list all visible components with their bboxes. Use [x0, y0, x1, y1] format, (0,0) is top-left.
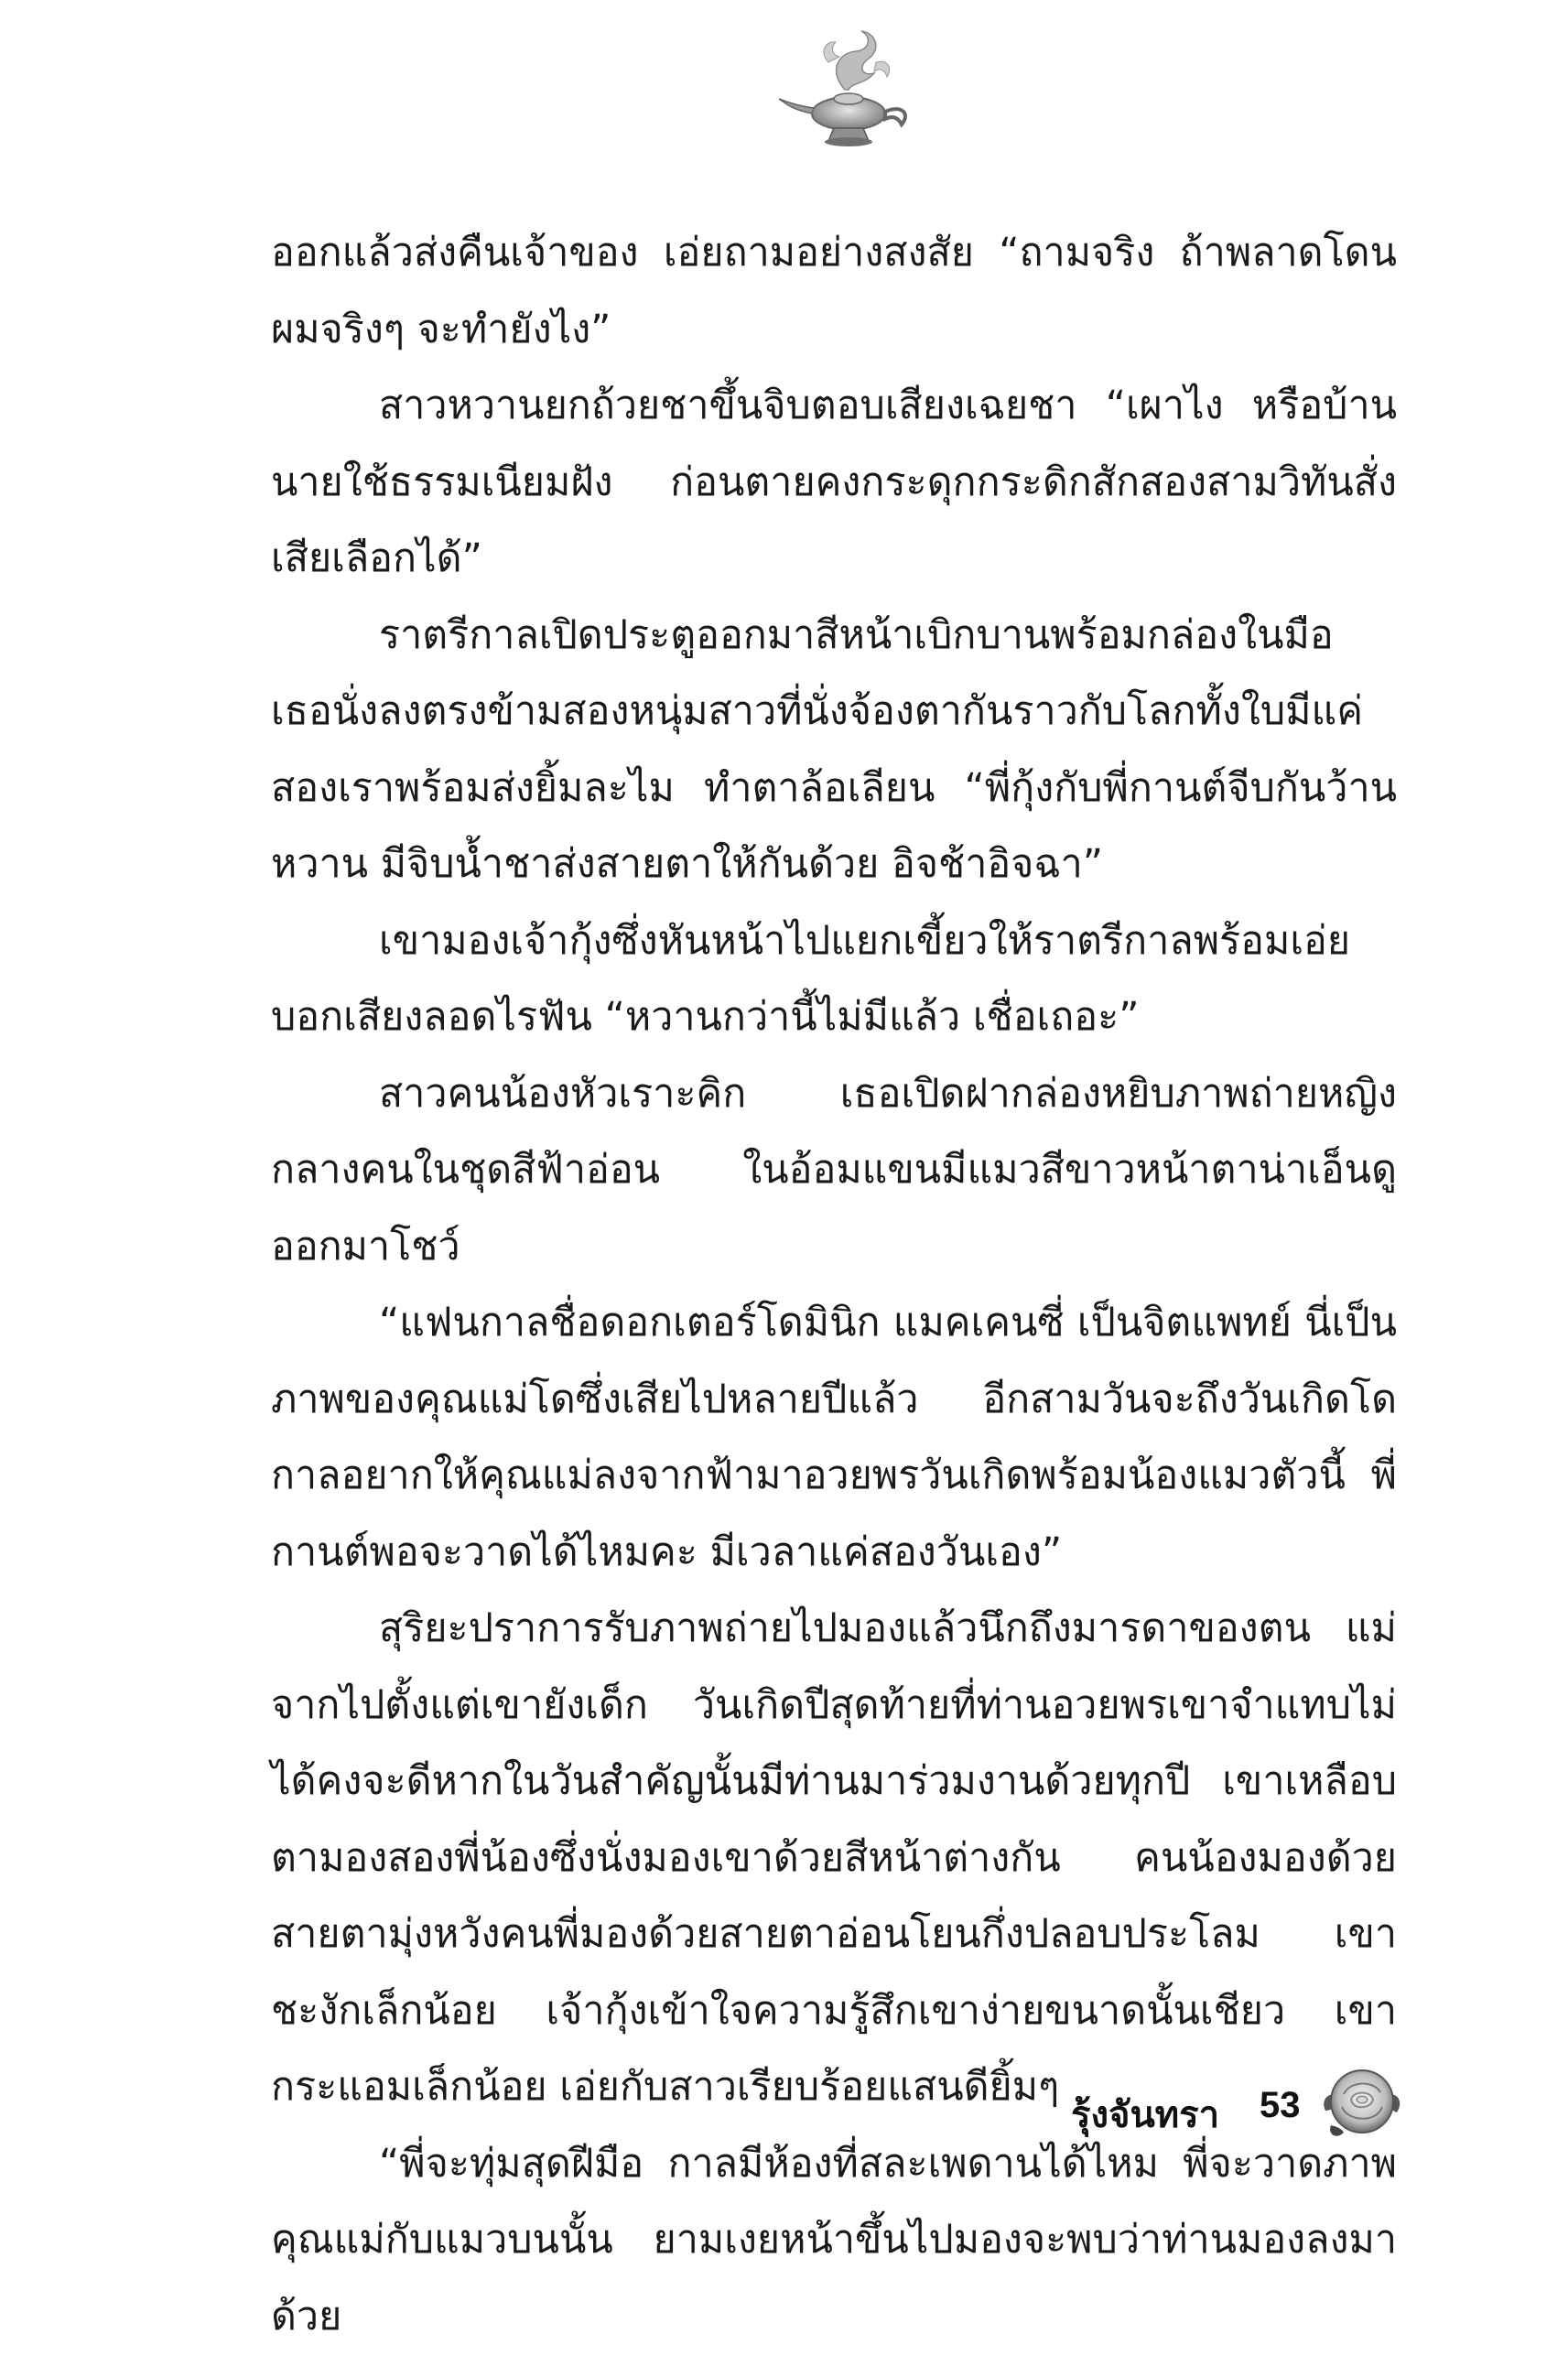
- body-text: [271, 215, 1397, 2355]
- page-number: 53: [1260, 2085, 1301, 2126]
- book-title: รุ้งจันทรา: [1071, 2085, 1219, 2144]
- paragraph: สาวคนน้องหัวเราะคิก เธอเปิดฝากล่องหยิบภาพถ่ายหญิงกลางคนในชุดสีฟ้าอ่อน ในอ้อมแขนมีแมวสีขาวหน้าตาน่าเอ็นดูออกมาโชว์: [271, 1056, 1397, 1286]
- paragraph: สาวหวานยกถ้วยชาขึ้นจิบตอบเสียงเฉยชา “เผาไง หรือบ้านนายใช้ธรรมเนียมฝัง ก่อนตายคงกระดุกกระดิกสักสองสามวิทันสั่งเสียเลือกได้”: [271, 368, 1397, 598]
- page-footer: [970, 2054, 1428, 2155]
- paragraph: ออกแล้วส่งคืนเจ้าของ เอ่ยถามอย่างสงสัย “ถามจริง ถ้าพลาดโดนผมจริงๆ จะทำยังไง”: [271, 215, 1397, 368]
- paragraph: “แฟนกาลชื่อดอกเตอร์โดมินิก แมคเคนซี่ เป็นจิตแพทย์ นี่เป็นภาพของคุณแม่โดซึ่งเสียไปหลายปีแล้ว อีกสามวันจะถึงวันเกิดโด กาลอยากให้คุณแม่ลงจากฟ้ามาอวยพรวันเกิดพร้อมน้องแมวตัวนี้ พี่กานต์พอจะวาดได้ไหมคะ มีเวลาแค่สองวันเอง”: [271, 1285, 1397, 1591]
- rose-icon: [1316, 2054, 1408, 2145]
- genie-lamp-icon: [773, 26, 920, 154]
- paragraph: สุริยะปราการรับภาพถ่ายไปมองแล้วนึกถึงมารดาของตน แม่จากไปตั้งแต่เขายังเด็ก วันเกิดปีสุดท้ายที่ท่านอวยพรเขาจำแทบไม่ได้คงจะดีหากในวันสำคัญนั้นมีท่านมาร่วมงานด้วยทุกปี เขาเหลือบตามองสองพี่น้องซึ่งนั่งมองเขาด้วยสีหน้าต่างกัน คนน้องมองด้วยสายตามุ่งหวังคนพี่มองด้วยสายตาอ่อนโยนกึ่งปลอบประโลม เขาชะงักเล็กน้อย เจ้ากุ้งเข้าใจความรู้สึกเขาง่ายขนาดนั้นเชียว เขากระแอมเล็กน้อย เอ่ยกับสาวเรียบร้อยแสนดียิ้มๆ: [271, 1591, 1397, 2126]
- paragraph: “พี่จะทุ่มสุดฝีมือ กาลมีห้องที่สละเพดานได้ไหม พี่จะวาดภาพคุณแม่กับแมวบนนั้น ยามเงยหน้าขึ้นไปมองจะพบว่าท่านมองลงมาด้วย: [271, 2126, 1397, 2355]
- paragraph: ราตรีกาลเปิดประตูออกมาสีหน้าเบิกบานพร้อมกล่องในมือ เธอนั่งลงตรงข้ามสองหนุ่มสาวที่นั่งจ้องตากันราวกับโลกทั้งใบมีแค่สองเราพร้อมส่งยิ้มละไม ทำตาล้อเลียน “พี่กุ้งกับพี่กานต์จีบกันว้านหวาน มีจิบน้ำชาส่งสายตาให้กันด้วย อิจช้าอิจฉา”: [271, 598, 1397, 903]
- paragraph: เขามองเจ้ากุ้งซึ่งหันหน้าไปแยกเขี้ยวให้ราตรีกาลพร้อมเอ่ยบอกเสียงลอดไรฟัน “หวานกว่านี้ไม่มีแล้ว เชื่อเถอะ”: [271, 903, 1397, 1056]
